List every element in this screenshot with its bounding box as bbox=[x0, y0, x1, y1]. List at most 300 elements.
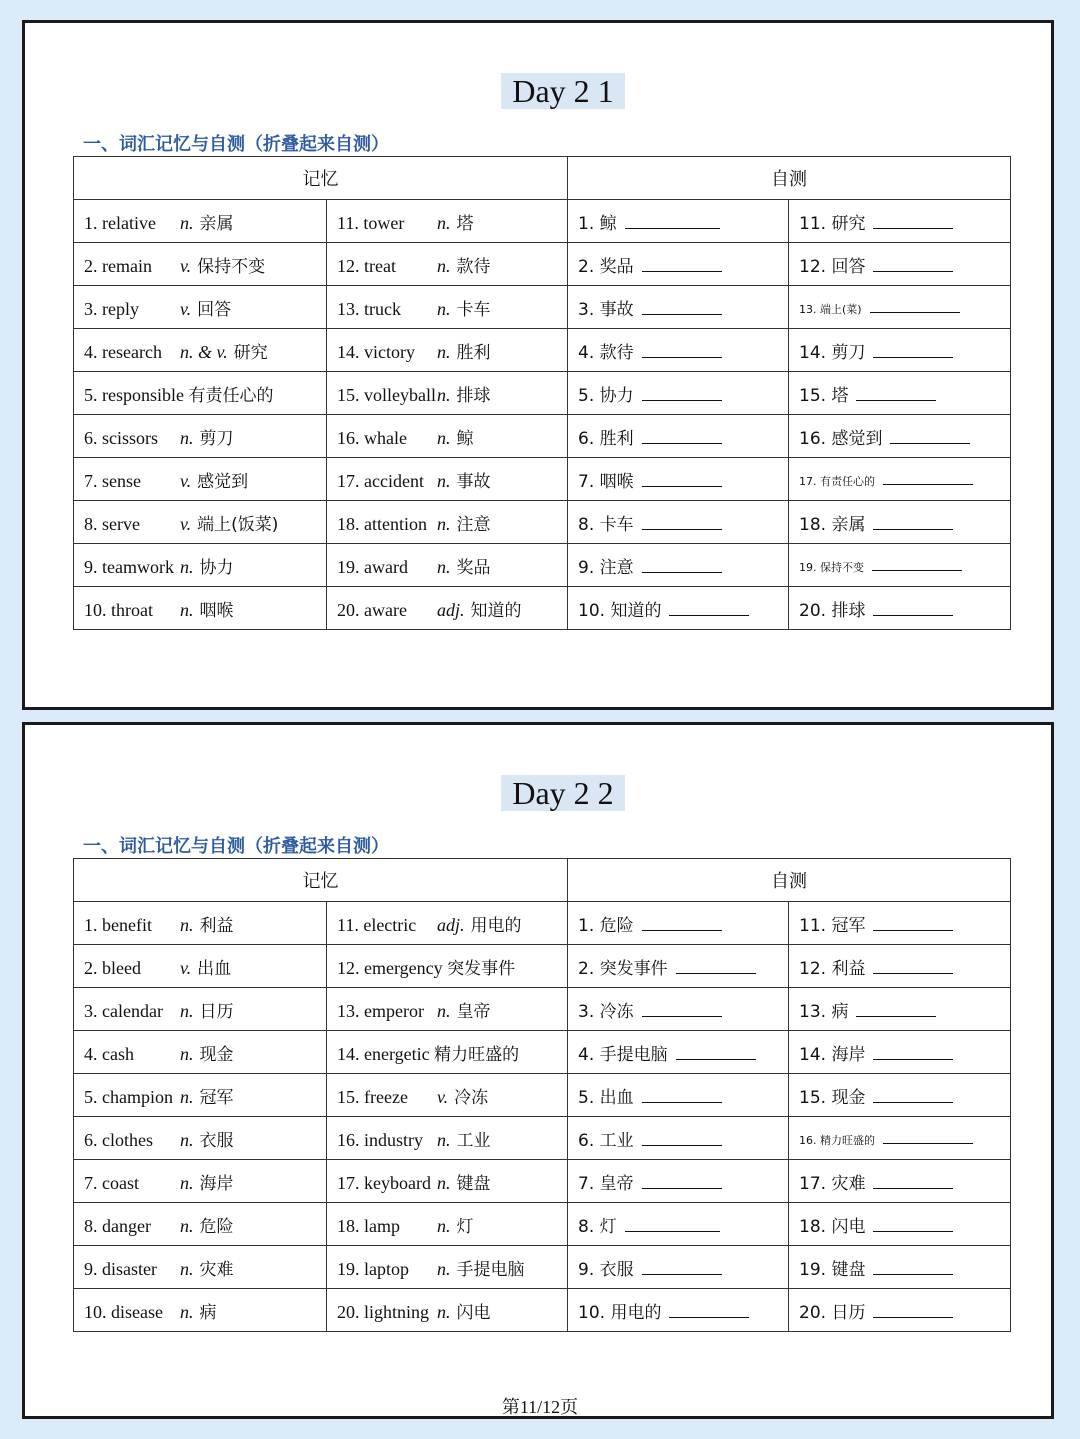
memory-cell bbox=[74, 1074, 327, 1117]
answer-blank[interactable] bbox=[872, 556, 962, 571]
self-test-cell bbox=[568, 329, 789, 372]
memory-cell bbox=[327, 544, 568, 587]
part-of-speech: n. bbox=[180, 1301, 194, 1322]
chinese-meaning: 冷冻 bbox=[454, 1087, 489, 1108]
self-test-cell bbox=[789, 243, 1011, 286]
memory-cell bbox=[327, 988, 568, 1031]
chinese-meaning: 现金 bbox=[199, 1044, 234, 1065]
answer-blank[interactable] bbox=[883, 470, 973, 485]
chinese-meaning: 突发事件 bbox=[447, 958, 516, 979]
vocab-word: 8. serve bbox=[84, 513, 140, 534]
self-test-prompt: 17. 有责任心的 bbox=[799, 474, 875, 488]
chinese-meaning: 用电的 bbox=[470, 915, 522, 936]
chinese-meaning: 回答 bbox=[197, 299, 232, 320]
vocab-word: 19. laptop bbox=[337, 1258, 409, 1279]
self-test-cell bbox=[568, 501, 789, 544]
answer-blank[interactable] bbox=[642, 1174, 722, 1189]
self-test-prompt: 9. 衣服 bbox=[578, 1259, 634, 1280]
self-test-prompt: 5. 协力 bbox=[578, 385, 634, 406]
answer-blank[interactable] bbox=[642, 1131, 722, 1146]
part-of-speech: n. bbox=[437, 1172, 451, 1193]
part-of-speech: n. bbox=[180, 914, 194, 935]
part-of-speech: n. bbox=[437, 212, 451, 233]
answer-blank[interactable] bbox=[642, 386, 722, 401]
self-test-prompt: 3. 事故 bbox=[578, 299, 634, 320]
self-test-prompt: 1. 鲸 bbox=[578, 213, 617, 234]
chinese-meaning: 协力 bbox=[199, 557, 234, 578]
page-number: 第11/12页 bbox=[501, 1397, 579, 1417]
self-test-cell bbox=[568, 1289, 789, 1332]
chinese-meaning: 皇帝 bbox=[456, 1001, 491, 1022]
chinese-meaning: 卡车 bbox=[456, 299, 491, 320]
memory-cell bbox=[74, 945, 327, 988]
memory-cell bbox=[74, 501, 327, 544]
chinese-meaning: 手提电脑 bbox=[456, 1259, 525, 1280]
memory-cell bbox=[327, 243, 568, 286]
answer-blank[interactable] bbox=[642, 343, 722, 358]
chinese-meaning: 研究 bbox=[233, 342, 268, 363]
table-row bbox=[74, 1289, 1011, 1332]
vocab-word: 12. emergency bbox=[337, 957, 443, 978]
table-row bbox=[74, 415, 1011, 458]
self-test-cell bbox=[568, 243, 789, 286]
self-test-cell bbox=[789, 458, 1011, 501]
part-of-speech: v. bbox=[180, 255, 192, 276]
self-test-cell bbox=[568, 372, 789, 415]
self-test-cell bbox=[789, 1203, 1011, 1246]
self-test-cell bbox=[568, 587, 789, 630]
self-test-cell bbox=[568, 902, 789, 945]
part-of-speech: n. bbox=[180, 1000, 194, 1021]
vocab-word: 15. volleyball bbox=[337, 384, 436, 405]
self-test-cell bbox=[568, 544, 789, 587]
vocab-word: 12. treat bbox=[337, 255, 396, 276]
self-test-prompt: 2. 突发事件 bbox=[578, 958, 668, 979]
answer-blank[interactable] bbox=[873, 1045, 953, 1060]
answer-blank[interactable] bbox=[625, 214, 720, 229]
self-test-prompt: 15. 塔 bbox=[799, 385, 849, 406]
answer-blank[interactable] bbox=[873, 916, 953, 931]
vocab-word: 16. industry bbox=[337, 1129, 424, 1150]
memory-cell bbox=[74, 1246, 327, 1289]
answer-blank[interactable] bbox=[873, 1088, 953, 1103]
vocab-word: 14. victory bbox=[337, 341, 415, 362]
chinese-meaning: 剪刀 bbox=[199, 428, 234, 449]
chinese-meaning: 灾难 bbox=[199, 1259, 234, 1280]
table-row bbox=[74, 1160, 1011, 1203]
self-test-cell bbox=[789, 1117, 1011, 1160]
vocab-word: 19. award bbox=[337, 556, 408, 577]
self-test-cell bbox=[568, 988, 789, 1031]
chinese-meaning: 工业 bbox=[456, 1130, 491, 1151]
part-of-speech: n. bbox=[437, 1129, 451, 1150]
table-row bbox=[74, 372, 1011, 415]
part-of-speech: n. bbox=[437, 1258, 451, 1279]
memory-cell bbox=[327, 200, 568, 243]
memory-cell bbox=[74, 329, 327, 372]
self-test-prompt: 17. 灾难 bbox=[799, 1173, 866, 1194]
self-test-prompt: 7. 皇帝 bbox=[578, 1173, 634, 1194]
memory-cell bbox=[327, 329, 568, 372]
self-test-prompt: 10. 用电的 bbox=[578, 1302, 662, 1323]
self-test-cell bbox=[568, 1203, 789, 1246]
vocab-table bbox=[73, 858, 1011, 1332]
chinese-meaning: 注意 bbox=[456, 514, 491, 535]
self-test-prompt: 13. 端上(菜) bbox=[799, 302, 862, 316]
part-of-speech: n. bbox=[437, 255, 451, 276]
part-of-speech: v. bbox=[180, 298, 192, 319]
part-of-speech: n. bbox=[180, 1129, 194, 1150]
chinese-meaning: 塔 bbox=[456, 213, 474, 234]
answer-blank[interactable] bbox=[642, 300, 722, 315]
answer-blank[interactable] bbox=[642, 1260, 722, 1275]
vocab-word: 4. cash bbox=[84, 1043, 134, 1064]
answer-blank[interactable] bbox=[856, 1002, 936, 1017]
part-of-speech: n. bbox=[437, 341, 451, 362]
self-test-prompt: 8. 卡车 bbox=[578, 514, 634, 535]
memory-cell bbox=[74, 200, 327, 243]
self-test-prompt: 12. 利益 bbox=[799, 958, 866, 979]
vocab-word: 17. keyboard bbox=[337, 1172, 431, 1193]
chinese-meaning: 病 bbox=[199, 1302, 217, 1323]
part-of-speech: n. bbox=[180, 1172, 194, 1193]
part-of-speech: n. bbox=[437, 556, 451, 577]
answer-blank[interactable] bbox=[873, 959, 953, 974]
page-day22 bbox=[22, 722, 1054, 1419]
self-test-cell bbox=[789, 587, 1011, 630]
vocab-word: 7. sense bbox=[84, 470, 141, 491]
table-row bbox=[74, 200, 1011, 243]
chinese-meaning: 冠军 bbox=[199, 1087, 234, 1108]
part-of-speech: v. bbox=[180, 513, 192, 534]
part-of-speech: n. bbox=[437, 513, 451, 534]
answer-blank[interactable] bbox=[873, 1174, 953, 1189]
vocab-word: 9. teamwork bbox=[84, 556, 174, 577]
memory-cell bbox=[327, 501, 568, 544]
memory-cell bbox=[74, 372, 327, 415]
answer-blank[interactable] bbox=[669, 601, 749, 616]
answer-blank[interactable] bbox=[642, 429, 722, 444]
self-test-cell bbox=[568, 1074, 789, 1117]
memory-cell bbox=[74, 587, 327, 630]
part-of-speech: adj. bbox=[437, 599, 465, 620]
memory-cell bbox=[74, 1117, 327, 1160]
part-of-speech: n. bbox=[180, 1258, 194, 1279]
part-of-speech: n. bbox=[180, 1086, 194, 1107]
self-test-prompt: 12. 回答 bbox=[799, 256, 866, 277]
header-memory: 记忆 bbox=[74, 859, 568, 902]
vocab-word: 20. aware bbox=[337, 599, 407, 620]
memory-cell bbox=[327, 1031, 568, 1074]
header-test: 自测 bbox=[568, 157, 1011, 200]
self-test-prompt: 14. 海岸 bbox=[799, 1044, 866, 1065]
vocab-word: 16. whale bbox=[337, 427, 407, 448]
chinese-meaning: 闪电 bbox=[456, 1302, 491, 1323]
answer-blank[interactable] bbox=[890, 429, 970, 444]
self-test-prompt: 8. 灯 bbox=[578, 1216, 617, 1237]
self-test-prompt: 18. 亲属 bbox=[799, 514, 866, 535]
chinese-meaning: 排球 bbox=[456, 385, 491, 406]
table-row bbox=[74, 458, 1011, 501]
vocab-word: 3. reply bbox=[84, 298, 139, 319]
self-test-cell bbox=[789, 1160, 1011, 1203]
memory-cell bbox=[327, 1289, 568, 1332]
answer-blank[interactable] bbox=[642, 257, 722, 272]
self-test-cell bbox=[789, 1289, 1011, 1332]
table-row bbox=[74, 587, 1011, 630]
memory-cell bbox=[327, 1246, 568, 1289]
memory-cell bbox=[327, 1117, 568, 1160]
chinese-meaning: 精力旺盛的 bbox=[434, 1044, 520, 1065]
vocab-table bbox=[73, 156, 1011, 630]
part-of-speech: n. & v. bbox=[180, 341, 228, 362]
self-test-prompt: 3. 冷冻 bbox=[578, 1001, 634, 1022]
day-title: Day 2 1 bbox=[501, 73, 625, 109]
answer-blank[interactable] bbox=[873, 257, 953, 272]
self-test-cell bbox=[568, 286, 789, 329]
self-test-cell bbox=[568, 1031, 789, 1074]
memory-cell bbox=[74, 1031, 327, 1074]
answer-blank[interactable] bbox=[676, 1045, 756, 1060]
vocab-word: 11. electric bbox=[337, 914, 417, 935]
answer-blank[interactable] bbox=[642, 558, 722, 573]
answer-blank[interactable] bbox=[873, 601, 953, 616]
table-row bbox=[74, 1074, 1011, 1117]
chinese-meaning: 知道的 bbox=[470, 600, 522, 621]
vocab-word: 1. relative bbox=[84, 212, 156, 233]
memory-cell bbox=[327, 286, 568, 329]
answer-blank[interactable] bbox=[642, 1088, 722, 1103]
table-row bbox=[74, 1246, 1011, 1289]
vocab-word: 18. lamp bbox=[337, 1215, 400, 1236]
self-test-prompt: 11. 冠军 bbox=[799, 915, 866, 936]
chinese-meaning: 胜利 bbox=[456, 342, 491, 363]
self-test-prompt: 9. 注意 bbox=[578, 557, 634, 578]
memory-cell bbox=[327, 372, 568, 415]
memory-cell bbox=[327, 945, 568, 988]
header-test: 自测 bbox=[568, 859, 1011, 902]
chinese-meaning: 衣服 bbox=[199, 1130, 234, 1151]
vocab-word: 3. calendar bbox=[84, 1000, 163, 1021]
vocab-word: 10. throat bbox=[84, 599, 153, 620]
self-test-prompt: 13. 病 bbox=[799, 1001, 849, 1022]
vocab-word: 5. champion bbox=[84, 1086, 173, 1107]
table-row bbox=[74, 1203, 1011, 1246]
vocab-word: 17. accident bbox=[337, 470, 424, 491]
chinese-meaning: 款待 bbox=[456, 256, 491, 277]
chinese-meaning: 端上(饭菜) bbox=[197, 514, 279, 535]
self-test-cell bbox=[789, 945, 1011, 988]
table-row bbox=[74, 902, 1011, 945]
vocab-word: 15. freeze bbox=[337, 1086, 408, 1107]
chinese-meaning: 亲属 bbox=[199, 213, 234, 234]
self-test-cell bbox=[568, 1246, 789, 1289]
chinese-meaning: 危险 bbox=[199, 1216, 234, 1237]
self-test-cell bbox=[789, 372, 1011, 415]
answer-blank[interactable] bbox=[873, 515, 953, 530]
self-test-cell bbox=[789, 988, 1011, 1031]
vocab-word: 8. danger bbox=[84, 1215, 151, 1236]
self-test-prompt: 7. 咽喉 bbox=[578, 471, 634, 492]
part-of-speech: n. bbox=[437, 1215, 451, 1236]
answer-blank[interactable] bbox=[883, 1129, 973, 1144]
table-row bbox=[74, 501, 1011, 544]
answer-blank[interactable] bbox=[642, 515, 722, 530]
part-of-speech: n. bbox=[180, 1215, 194, 1236]
memory-cell bbox=[327, 587, 568, 630]
self-test-prompt: 11. 研究 bbox=[799, 213, 866, 234]
answer-blank[interactable] bbox=[676, 959, 756, 974]
self-test-cell bbox=[789, 200, 1011, 243]
memory-cell bbox=[327, 458, 568, 501]
part-of-speech: n. bbox=[180, 212, 194, 233]
vocab-word: 1. benefit bbox=[84, 914, 152, 935]
self-test-cell bbox=[789, 902, 1011, 945]
memory-cell bbox=[74, 902, 327, 945]
vocab-word: 10. disease bbox=[84, 1301, 163, 1322]
part-of-speech: n. bbox=[180, 599, 194, 620]
chinese-meaning: 海岸 bbox=[199, 1173, 234, 1194]
part-of-speech: n. bbox=[180, 556, 194, 577]
memory-cell bbox=[74, 286, 327, 329]
part-of-speech: v. bbox=[437, 1086, 449, 1107]
memory-cell bbox=[74, 458, 327, 501]
self-test-prompt: 20. 日历 bbox=[799, 1302, 866, 1323]
chinese-meaning: 咽喉 bbox=[199, 600, 234, 621]
memory-cell bbox=[327, 415, 568, 458]
self-test-prompt: 6. 工业 bbox=[578, 1130, 634, 1151]
chinese-meaning: 有责任心的 bbox=[188, 385, 274, 406]
self-test-prompt: 1. 危险 bbox=[578, 915, 634, 936]
chinese-meaning: 键盘 bbox=[456, 1173, 491, 1194]
memory-cell bbox=[74, 1160, 327, 1203]
section-title: 一、词汇记忆与自测（折叠起来自测） bbox=[83, 836, 389, 857]
vocab-word: 5. responsible bbox=[84, 384, 184, 405]
answer-blank[interactable] bbox=[870, 298, 960, 313]
self-test-prompt: 6. 胜利 bbox=[578, 428, 634, 449]
self-test-prompt: 4. 款待 bbox=[578, 342, 634, 363]
memory-cell bbox=[327, 1203, 568, 1246]
self-test-cell bbox=[568, 415, 789, 458]
vocab-word: 13. emperor bbox=[337, 1000, 424, 1021]
self-test-cell bbox=[789, 501, 1011, 544]
self-test-cell bbox=[568, 1160, 789, 1203]
self-test-cell bbox=[568, 945, 789, 988]
part-of-speech: n. bbox=[437, 298, 451, 319]
answer-blank[interactable] bbox=[856, 386, 936, 401]
self-test-cell bbox=[789, 286, 1011, 329]
memory-cell bbox=[74, 988, 327, 1031]
chinese-meaning: 出血 bbox=[197, 958, 232, 979]
vocab-word: 4. research bbox=[84, 341, 162, 362]
answer-blank[interactable] bbox=[642, 472, 722, 487]
vocab-word: 11. tower bbox=[337, 212, 405, 233]
memory-cell bbox=[327, 1160, 568, 1203]
self-test-cell bbox=[789, 329, 1011, 372]
self-test-cell bbox=[789, 1246, 1011, 1289]
table-row bbox=[74, 945, 1011, 988]
part-of-speech: adj. bbox=[437, 914, 465, 935]
header-memory: 记忆 bbox=[74, 157, 568, 200]
chinese-meaning: 保持不变 bbox=[197, 256, 266, 277]
part-of-speech: n. bbox=[437, 470, 451, 491]
part-of-speech: n. bbox=[180, 427, 194, 448]
memory-cell bbox=[74, 243, 327, 286]
self-test-prompt: 2. 奖品 bbox=[578, 256, 634, 277]
self-test-cell bbox=[789, 544, 1011, 587]
chinese-meaning: 事故 bbox=[456, 471, 491, 492]
self-test-prompt: 19. 保持不变 bbox=[799, 560, 864, 574]
answer-blank[interactable] bbox=[642, 1002, 722, 1017]
answer-blank[interactable] bbox=[873, 343, 953, 358]
vocab-word: 2. remain bbox=[84, 255, 152, 276]
section-title: 一、词汇记忆与自测（折叠起来自测） bbox=[83, 134, 389, 155]
answer-blank[interactable] bbox=[873, 1260, 953, 1275]
table-row bbox=[74, 1117, 1011, 1160]
self-test-cell bbox=[789, 1031, 1011, 1074]
page-day21 bbox=[22, 20, 1054, 710]
vocab-word: 13. truck bbox=[337, 298, 401, 319]
part-of-speech: n. bbox=[437, 1301, 451, 1322]
chinese-meaning: 灯 bbox=[456, 1216, 474, 1237]
self-test-prompt: 4. 手提电脑 bbox=[578, 1044, 668, 1065]
self-test-prompt: 19. 键盘 bbox=[799, 1259, 866, 1280]
chinese-meaning: 利益 bbox=[199, 915, 234, 936]
vocab-word: 20. lightning bbox=[337, 1301, 430, 1322]
memory-cell bbox=[327, 902, 568, 945]
vocab-word: 6. scissors bbox=[84, 427, 159, 448]
self-test-cell bbox=[789, 415, 1011, 458]
vocab-word: 14. energetic bbox=[337, 1043, 430, 1064]
self-test-cell bbox=[568, 1117, 789, 1160]
table-row bbox=[74, 988, 1011, 1031]
table-row bbox=[74, 286, 1011, 329]
self-test-prompt: 16. 感觉到 bbox=[799, 428, 883, 449]
part-of-speech: v. bbox=[180, 470, 192, 491]
answer-blank[interactable] bbox=[873, 214, 953, 229]
table-row bbox=[74, 544, 1011, 587]
vocab-word: 2. bleed bbox=[84, 957, 141, 978]
self-test-prompt: 14. 剪刀 bbox=[799, 342, 866, 363]
self-test-prompt: 10. 知道的 bbox=[578, 600, 662, 621]
self-test-prompt: 15. 现金 bbox=[799, 1087, 866, 1108]
day-title: Day 2 2 bbox=[501, 775, 625, 811]
table-row bbox=[74, 1031, 1011, 1074]
answer-blank[interactable] bbox=[669, 1303, 749, 1318]
memory-cell bbox=[74, 1203, 327, 1246]
self-test-prompt: 18. 闪电 bbox=[799, 1216, 866, 1237]
table-row bbox=[74, 243, 1011, 286]
answer-blank[interactable] bbox=[642, 916, 722, 931]
table-row bbox=[74, 329, 1011, 372]
vocab-word: 7. coast bbox=[84, 1172, 139, 1193]
self-test-prompt: 20. 排球 bbox=[799, 600, 866, 621]
memory-cell bbox=[74, 544, 327, 587]
chinese-meaning: 奖品 bbox=[456, 557, 491, 578]
self-test-cell bbox=[789, 1074, 1011, 1117]
memory-cell bbox=[74, 415, 327, 458]
answer-blank[interactable] bbox=[873, 1217, 953, 1232]
self-test-prompt: 5. 出血 bbox=[578, 1087, 634, 1108]
memory-cell bbox=[74, 1289, 327, 1332]
self-test-cell bbox=[568, 458, 789, 501]
part-of-speech: n. bbox=[437, 427, 451, 448]
vocab-word: 18. attention bbox=[337, 513, 427, 534]
memory-cell bbox=[327, 1074, 568, 1117]
answer-blank[interactable] bbox=[625, 1217, 720, 1232]
answer-blank[interactable] bbox=[873, 1303, 953, 1318]
self-test-prompt: 16. 精力旺盛的 bbox=[799, 1133, 875, 1147]
